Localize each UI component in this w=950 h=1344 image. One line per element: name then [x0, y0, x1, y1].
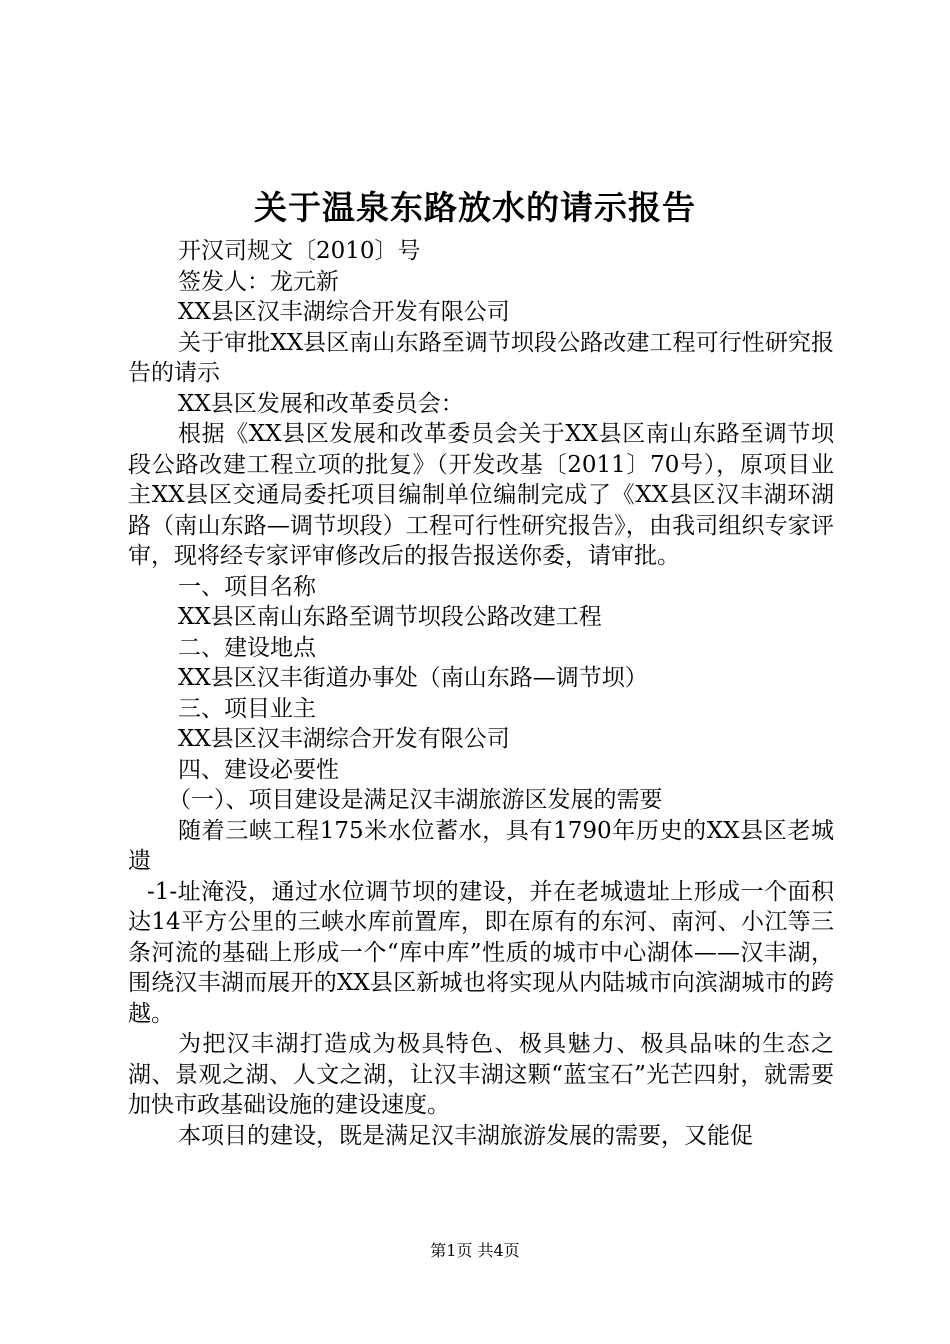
- document-title: 关于温泉东路放水的请示报告: [254, 188, 696, 227]
- document-body: [128, 236, 834, 1151]
- page-number: 第1页 共4页: [430, 1241, 520, 1260]
- section-heading: 三、项目业主: [178, 695, 316, 722]
- section-heading: 二、建设地点: [178, 634, 316, 661]
- paragraph: 随着三峡工程175米水位蓄水，具有1790年历史的XX县区老城遗: [128, 817, 834, 874]
- paragraph: XX县区汉丰街道办事处（南山东路—调节坝）: [178, 665, 648, 691]
- paragraph: XX县区汉丰湖综合开发有限公司: [178, 726, 510, 752]
- issuer: XX县区汉丰湖综合开发有限公司: [178, 299, 510, 325]
- paragraph: 本项目的建设，既是满足汉丰湖旅游发展的需要，又能促: [178, 1122, 753, 1149]
- doc-number: 开汉司规文〔2010〕号: [178, 238, 421, 264]
- section-heading: 四、建设必要性: [178, 756, 339, 783]
- paragraph: 根据《XX县区发展和改革委员会关于XX县区南山东路至调节坝段公路改建工程立项的批复》（开发改基〔2011〕70号），原项目业主XX县区交通局委托项目编制单位编制完成了《XX县区汉丰湖环湖路（南山东路—调节坝段）工程可行性研究报告》，由我司组织专家评审，现将经专家评审修改后的报告报送你委，请审批。: [128, 421, 834, 569]
- section-heading: 一、项目名称: [178, 573, 316, 600]
- recipient: XX县区发展和改革委员会：: [178, 390, 464, 417]
- signer: 签发人：龙元新: [178, 268, 339, 295]
- paragraph: 为把汉丰湖打造成为极具特色、极具魅力、极具品味的生态之湖、景观之湖、人文之湖，让汉丰湖这颗“蓝宝石”光芒四射，就需要加快市政基础设施的建设速度。: [128, 1031, 834, 1118]
- subsection-heading: （一）、项目建设是满足汉丰湖旅游区发展的需要: [168, 787, 663, 813]
- paragraph: XX县区南山东路至调节坝段公路改建工程: [178, 604, 602, 630]
- paragraph: -1-址淹没，通过水位调节坝的建设，并在老城遗址上形成一个面积达14平方公里的三峡水库前置库，即在原有的东河、南河、小江等三条河流的基础上形成一个“库中库”性质的城市中心湖体——汉丰湖，围绕汉丰湖而展开的XX县区新城也将实现从内陆城市向滨湖城市的跨越。: [128, 878, 834, 1027]
- request-subject: 关于审批XX县区南山东路至调节坝段公路改建工程可行性研究报告的请示: [128, 329, 834, 386]
